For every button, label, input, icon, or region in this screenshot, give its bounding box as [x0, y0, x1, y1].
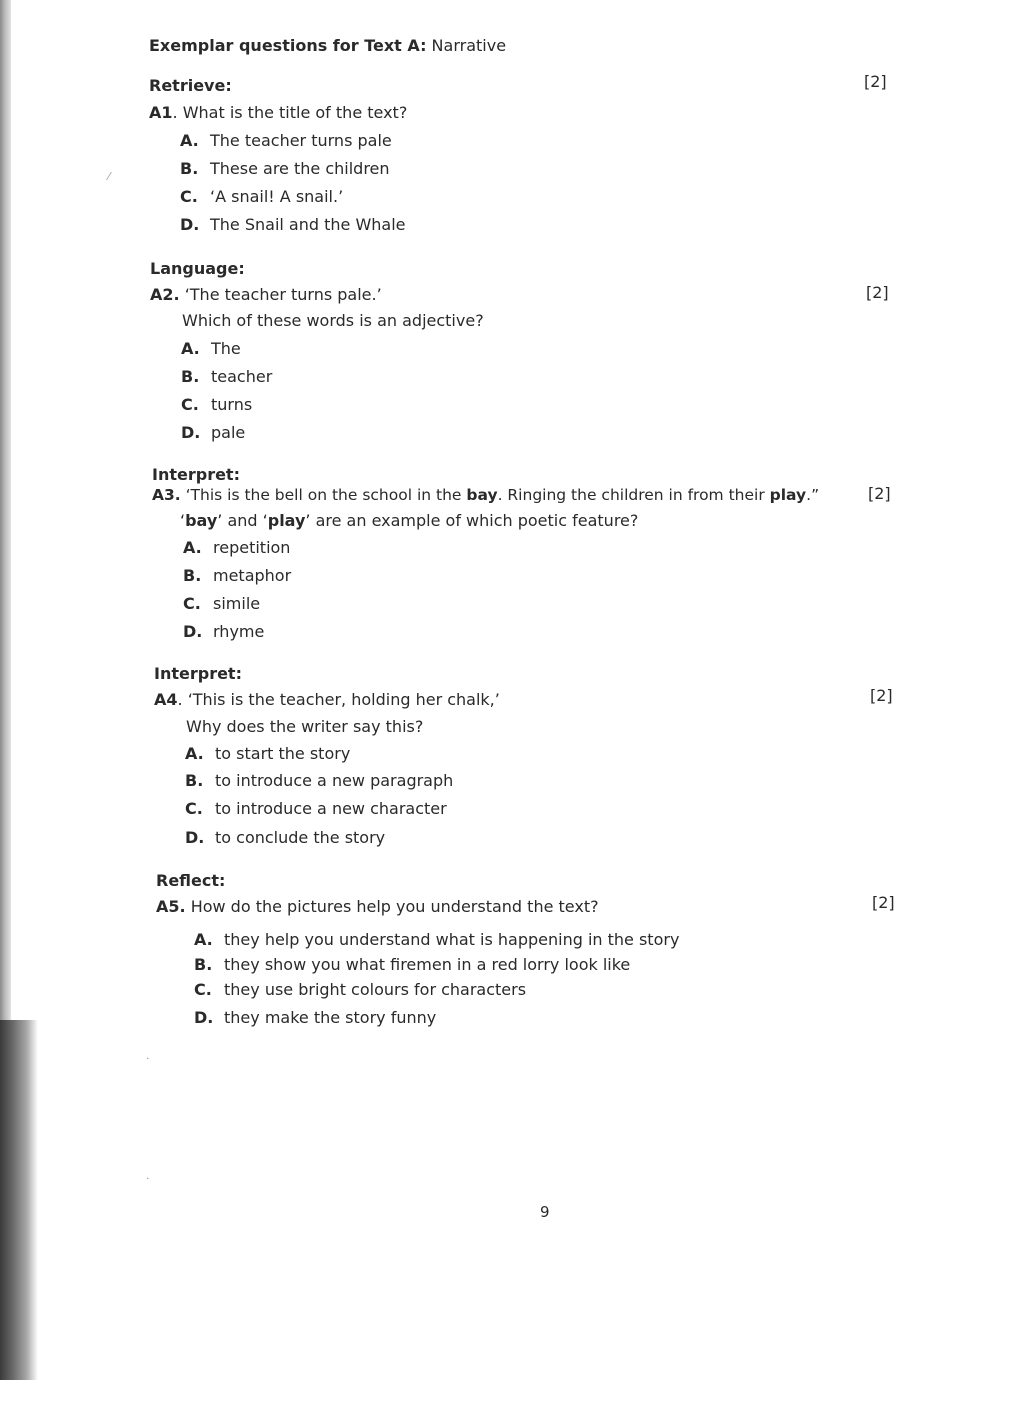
option-letter: D.	[183, 622, 203, 641]
question-a1	[149, 103, 407, 122]
section-heading-interpret: Interpret:	[152, 465, 240, 484]
option-letter: A.	[183, 538, 202, 557]
marks-a4: [2]	[870, 686, 893, 705]
option-a5-b	[194, 955, 630, 974]
question-a5	[156, 897, 599, 916]
question-id: A2.	[150, 285, 180, 304]
sub-part: ’ and ‘	[217, 511, 268, 530]
option-text: to conclude the story	[215, 828, 386, 847]
option-a4-b	[185, 771, 453, 790]
option-a5-a	[194, 930, 679, 949]
option-a2-d	[181, 423, 245, 442]
question-id: A3.	[152, 486, 181, 504]
sub-bold: play	[267, 511, 306, 530]
option-letter: C.	[183, 594, 201, 613]
question-stem-part: ‘This is the bell on the school in the	[185, 486, 467, 504]
option-a3-a	[183, 538, 290, 557]
option-a1-a	[180, 131, 392, 150]
option-letter: B.	[183, 566, 202, 585]
section-heading-reflect: Reflect:	[156, 871, 226, 890]
option-letter: C.	[181, 395, 199, 414]
marks-a5: [2]	[872, 893, 895, 912]
option-a1-b	[180, 159, 390, 178]
option-letter: C.	[194, 980, 212, 999]
option-text: The Snail and the Whale	[210, 215, 406, 234]
option-a3-b	[183, 566, 291, 585]
question-a2	[150, 285, 382, 304]
sub-part: ‘	[180, 511, 186, 530]
marks-a2: [2]	[866, 283, 889, 302]
option-letter: D.	[194, 1008, 214, 1027]
option-letter: D.	[180, 215, 200, 234]
option-letter: A.	[185, 744, 204, 763]
question-stem-part: . Ringing the children in from their	[497, 486, 770, 504]
title-rest: Narrative	[426, 36, 507, 55]
option-text: ‘A snail! A snail.’	[210, 187, 344, 206]
option-a4-d	[185, 828, 385, 847]
option-letter: B.	[194, 955, 213, 974]
scan-binding-shadow	[0, 1020, 38, 1380]
option-text: The	[211, 339, 241, 358]
page-number: 9	[540, 1203, 550, 1221]
option-a2-c	[181, 395, 252, 414]
question-stem: ‘The teacher turns pale.’	[184, 285, 382, 304]
option-text: The teacher turns pale	[210, 131, 392, 150]
option-text: to introduce a new paragraph	[215, 771, 454, 790]
option-a2-b	[181, 367, 272, 386]
scan-speck: ·	[146, 1172, 150, 1185]
scan-speck: ·	[146, 1052, 150, 1065]
option-a2-a	[181, 339, 241, 358]
option-text: repetition	[213, 538, 291, 557]
question-id: A4	[154, 690, 178, 709]
question-id: A5.	[156, 897, 186, 916]
option-text: they help you understand what is happening in the story	[224, 930, 680, 949]
option-letter: A.	[194, 930, 213, 949]
title-bold: Exemplar questions for Text A:	[149, 36, 427, 55]
question-id: A1	[149, 103, 173, 122]
option-a3-d	[183, 622, 264, 641]
option-text: they show you what firemen in a red lorry look like	[224, 955, 631, 974]
option-a4-a	[185, 744, 350, 763]
option-letter: B.	[185, 771, 204, 790]
option-letter: D.	[181, 423, 201, 442]
option-a5-c	[194, 980, 526, 999]
option-letter: C.	[185, 799, 203, 818]
section-heading-retrieve: Retrieve:	[149, 76, 232, 95]
question-stem-bold: play	[769, 486, 807, 504]
option-a1-d	[180, 215, 406, 234]
option-a4-c	[185, 799, 447, 818]
question-a3	[152, 486, 819, 504]
option-text: they use bright colours for characters	[224, 980, 527, 999]
question-stem: How do the pictures help you understand the text?	[190, 897, 599, 916]
question-stem: What is the title of the text?	[182, 103, 408, 122]
option-text: These are the children	[210, 159, 390, 178]
scan-bottom-margin	[0, 1380, 1021, 1404]
question-a3-sub	[180, 511, 638, 530]
option-letter: A.	[180, 131, 199, 150]
option-letter: C.	[180, 187, 198, 206]
scan-speck: ⁄	[108, 170, 110, 183]
option-text: teacher	[211, 367, 273, 386]
question-a4-sub: Why does the writer say this?	[186, 717, 424, 736]
option-text: simile	[213, 594, 261, 613]
option-a1-c	[180, 187, 343, 206]
sub-bold: bay	[185, 511, 218, 530]
question-separator: .	[172, 103, 183, 122]
question-stem: ‘This is the teacher, holding her chalk,’	[187, 690, 500, 709]
section-heading-language: Language:	[150, 259, 245, 278]
page-title	[149, 36, 506, 55]
option-a5-d	[194, 1008, 436, 1027]
question-separator: .	[177, 690, 188, 709]
marks-a3: [2]	[868, 484, 891, 503]
question-stem-part: .”	[806, 486, 820, 504]
option-a3-c	[183, 594, 260, 613]
question-a2-sub: Which of these words is an adjective?	[182, 311, 484, 330]
question-stem-bold: bay	[466, 486, 498, 504]
option-text: pale	[211, 423, 246, 442]
option-text: turns	[211, 395, 253, 414]
option-text: metaphor	[213, 566, 292, 585]
marks-a1: [2]	[864, 72, 887, 91]
option-text: to start the story	[215, 744, 351, 763]
section-heading-interpret: Interpret:	[154, 664, 242, 683]
option-text: they make the story funny	[224, 1008, 437, 1027]
option-letter: B.	[181, 367, 200, 386]
option-letter: D.	[185, 828, 205, 847]
option-letter: A.	[181, 339, 200, 358]
option-text: to introduce a new character	[215, 799, 447, 818]
sub-part: ’ are an example of which poetic feature?	[305, 511, 639, 530]
option-text: rhyme	[213, 622, 265, 641]
option-letter: B.	[180, 159, 199, 178]
question-a4	[154, 690, 500, 709]
